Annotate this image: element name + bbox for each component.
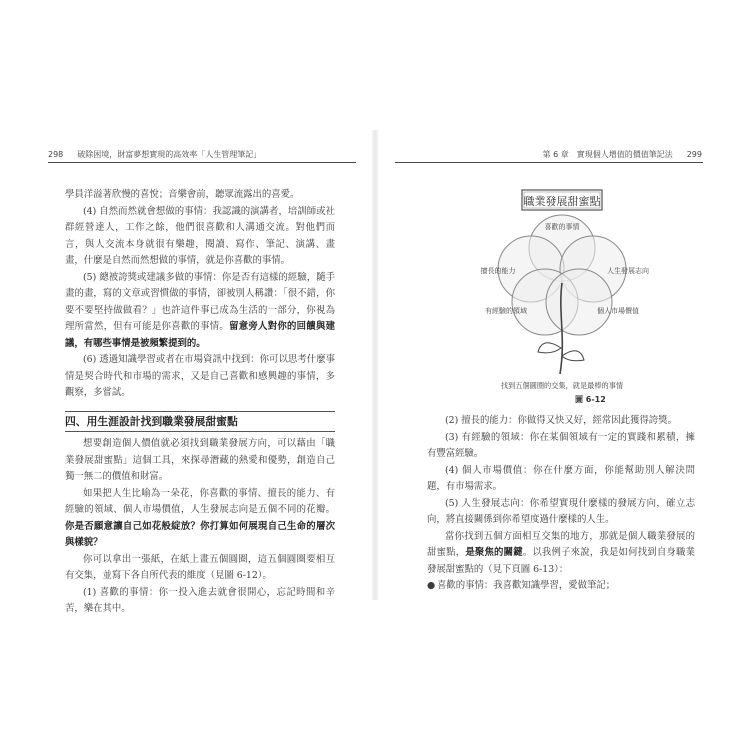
flower-leaf-right [562,351,584,361]
right-page [375,0,750,750]
right-header-rule [395,162,703,163]
left-header-title: 破除困境，財富夢想實現的高效率「人生管理筆記」 [77,150,262,159]
paragraph: 學員洋溢著欣慢的喜悅；音樂會前，聽眾流露出的喜愛。 [65,189,300,200]
bullet-text: 喜歡的事情：我喜歡知識學習，愛做筆記； [437,580,616,591]
paragraph [427,529,695,579]
diagram-footer: 找到五個圓圈的交集，就是最棒的事情 [500,381,624,390]
emphasis-text: 你是否願意讓自己如花般綻放？你打算如何展現自己生命的層次與樣貌？ [65,520,335,548]
paragraph: (5) 人生發展志向：你希望實現什麼樣的發展方向，確立志向，將直接關係到你希望度過什麼樣的人生。 [427,497,695,525]
left-page-number: 298 [48,150,64,159]
label-strength: 擅長的能力 [480,267,516,275]
list-item [427,578,695,595]
section-title: 四、用生涯設計找到職業發展甜蜜點 [65,415,238,428]
label-aspiration: 人生發展志向 [607,267,649,275]
paragraph: (1) 喜歡的事情：你一投入進去就會很開心，忘記時間和辛苦，樂在其中。 [65,586,335,614]
text-run: (5) 總被誇獎或建議多做的事情：你是否有這樣的經驗，隨手畫的畫，寫的文章或習慣做的事情，卻被別人稱讚：「很不錯，你要不要堅持做做看？」也許這件事已成為生活的一部分，你視為理所當然，但有可能是你喜歡的事情。 [65,271,335,332]
emphasis-text: 是聚焦的關鍵 [465,547,523,558]
label-favorite: 喜歡的事情 [544,223,580,231]
paragraph [65,270,335,353]
right-body [427,413,695,595]
paragraph: (2) 擅長的能力：你做得又快又好，經常因此獲得誇獎。 [445,415,677,426]
left-body-section [65,436,335,618]
left-running-header [48,149,261,160]
flower-leaf-left [538,343,561,353]
right-page-number: 299 [686,150,702,159]
section-rule-bottom [65,431,335,432]
figure-caption: 圖 6-12 [575,395,606,404]
label-experience: 有經驗的領域 [485,307,527,315]
paragraph [65,486,335,552]
emphasis-text: 留意旁人對你的回饋與建議，有哪些事情是被頻繁提到的。 [65,321,335,349]
bullet-icon: ● [427,580,436,591]
left-header-rule [48,162,356,163]
right-header-title: 第 6 章 實現個人增值的價值筆記法 [542,150,673,159]
text-run: 如果把人生比喻為一朵花，你喜歡的事情、擅長的能力、有經驗的領域、個人市場價值，人生發展志向是五個不同的花瓣。 [65,487,335,515]
paragraph: (6) 透過知識學習或者在市場資訊中找到：你可以思考什麼事情是契合時代和市場的需求，又是自己喜歡和感興趣的事情，多觀察，多嘗試。 [65,354,335,398]
diagram-title: 職業發展甜蜜點 [523,195,601,208]
paragraph: (3) 有經驗的領域：你在某個領域有一定的實踐和累積，擁有豐富經驗。 [427,431,695,459]
petal-bottom-right [546,269,612,335]
sweet-spot-diagram [450,178,675,400]
paragraph: 你可以拿出一張紙，在紙上畫五個圓圈，這五個圓圈要相互有交集，並寫下各自所代表的維度（見圖 6-12）。 [65,553,335,581]
section-rule-top [65,411,335,412]
left-body-top [65,187,335,402]
label-market-value: 個人市場價值 [597,307,639,315]
text-run: 。以我例子來說，我是如何找到自身職業發展甜蜜點的（見下頁圖 6-13）： [427,547,695,575]
paragraph: (4) 個人市場價值：你在什麼方面，你能幫助別人解決問題，有市場需求。 [427,464,695,492]
paragraph: (4) 自然而然就會想做的事情：我認識的演講者，培訓師或社群經營達人，工作之餘，他們很喜歡和人溝通交流。對他們而言，與人交流本身就很有樂趣，閱讀、寫作、筆記、演講、畫畫，什麼是自然而然想做的事情，就是你喜歡的事情。 [65,205,335,266]
right-running-header [543,149,702,160]
text-run: 當你找到五個方面相互交集的地方，那就是個人職業發展的甜蜜點， [427,530,695,558]
paragraph: 想要創造個人價值就必須找到職業發展方向，可以藉由「職業發展甜蜜點」這個工具，來探尋潛藏的熱愛和優勢，創造自己獨一無二的價值和財富。 [65,438,335,482]
